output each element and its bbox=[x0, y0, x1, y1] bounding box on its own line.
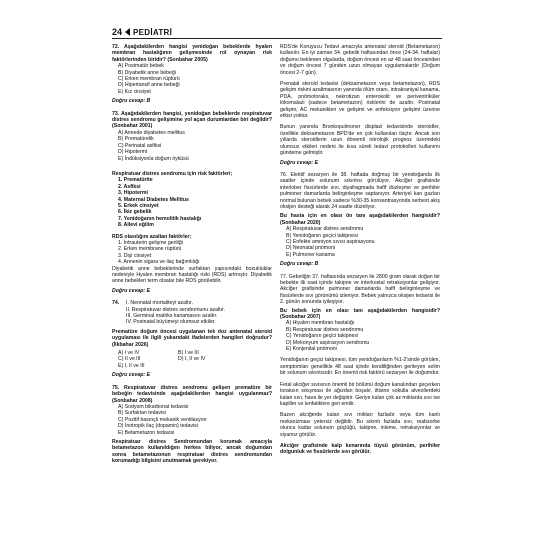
answer-74: Doğru cevap: E bbox=[112, 372, 151, 379]
answer-option: C) II ve III bbox=[118, 356, 141, 363]
rds-risk-list bbox=[112, 177, 272, 228]
list-item: 8. Ailevi eğilim bbox=[118, 222, 154, 229]
question-76-options bbox=[280, 226, 440, 258]
list-item: 4. Maternal Diabetes Mellitus bbox=[118, 196, 189, 203]
answer-option: D) Hipotermi bbox=[118, 149, 148, 156]
question-75-options bbox=[112, 404, 272, 436]
statement-item: IV. Postnatal büyümeyi olumsuz etkiler. bbox=[126, 319, 216, 326]
diabetic-note: Diyabetik anne bebeklerinde surfaktan yapısındaki bozukluklar nedeniyle Hyalen membran hastalığı riski (RDS) artmıştır. Diyabetik anne bebekleri term olsalar bile RDS görülebilir. bbox=[112, 265, 272, 285]
answer-option: C) Enfekte amniyon sıvısı aspirasyonu bbox=[286, 238, 375, 245]
answer-option: A) I ve IV bbox=[118, 350, 140, 357]
answer-option: A) Postmatür bebek bbox=[118, 63, 164, 70]
answer-option: B) I ve III bbox=[178, 350, 199, 357]
answer-option: B) Diyabetik anne bebeği bbox=[118, 69, 176, 76]
answer-option: D) Neonatal pnömoni bbox=[286, 245, 336, 252]
answer-option: C) Erken membran rüptürü bbox=[118, 76, 180, 83]
list-item: 6. İkiz gebelik bbox=[118, 209, 152, 216]
page-number: 24 bbox=[112, 27, 123, 37]
question-73: 73. Aşağıdakilerden hangisi, yenidoğan bebeklerde respiratuvar distres sendromu gelişimine yol açan durumlardan biri değildir? (Sonbahar 2001) bbox=[112, 110, 272, 130]
answer-option: D) İnotropik ilaç (dopamin) tedavisi bbox=[118, 423, 198, 430]
list-item: 5. Erkek cinsiyet bbox=[118, 202, 159, 209]
answer-option: D) I, II ve IV bbox=[178, 356, 206, 363]
answer-option: B) Surfaktan tedavisi bbox=[118, 410, 166, 417]
right-column bbox=[280, 44, 440, 456]
triangle-left-icon bbox=[125, 28, 130, 36]
answer-option: D) Hipertansif anne bebeği bbox=[118, 82, 180, 89]
answer-option: A) Respiratuvar distres sendromu bbox=[286, 226, 364, 233]
question-77-options bbox=[280, 320, 440, 352]
list-item: 1. Prematürite bbox=[118, 177, 153, 184]
answer-option: E) I, II ve III bbox=[118, 362, 145, 369]
list-item: 3. Dişi cinsiyet bbox=[118, 252, 152, 259]
answer-option: A) Hiyalen membran hastalığı bbox=[286, 320, 355, 327]
answer-option: E) Kız cinsiyet bbox=[118, 88, 151, 95]
answer-option: B) Prematürelik bbox=[118, 136, 154, 143]
question-77: 77. Gebeliğin 37. haftasında sezaryen ile 2800 gram olarak doğan bir bebekte ilk saat içinde takipne ve interkostal retraksiyonlar gelişiyor. Akciğer grafisinde pulmoner damarlarda hafif belirginleşme ve fissürlerde sıvı görünümü izleniyor. Bebek yalnızca oksijen tedavisi ile 2. günün sonunda iyileşiyor. bbox=[280, 273, 440, 306]
question-74-number: 74. bbox=[112, 300, 120, 307]
answer-option: D) Mekonyum aspirasyon sendromu bbox=[286, 339, 370, 346]
answer-option: C) Perinatal asfiksi bbox=[118, 142, 162, 149]
list-item: 2. Erken membrane rüptürü bbox=[118, 246, 182, 253]
list-item: 4. Annenin sigara ve ilaç bağımlılığı bbox=[118, 259, 200, 266]
page-header bbox=[112, 27, 172, 37]
question-74-stem: Prematüre doğum öncesi uygulanan tek doz antenatal steroid uygulaması ile ilgili yukarıdaki ifadelerden hangileri doğrudur? (İlkbahar 2026) bbox=[112, 328, 272, 348]
left-column bbox=[112, 44, 272, 465]
answer-option: B) Respiratuvar distres sendromu bbox=[286, 326, 364, 333]
question-72-options bbox=[112, 63, 272, 95]
reabsorption-paragraph: Bazen akciğerde kalan sıvı miktarı fazladır veya tüm kanlı mekanizması yetersiz değildir. Bu sıkıntı fazlada sıvı, reabsorbe olunca kadar solunum güçlüğü, takipne, inleme, retraksiyonlar ve siyanoz görülür. bbox=[280, 412, 440, 438]
answer-75: Doğru cevap: E bbox=[280, 159, 319, 166]
answer-option: A) Annede diyabetes mellitus bbox=[118, 129, 185, 136]
question-77-stem: Bu bebek için en olası tanı aşağıdakilerden hangisidir? (Sonbahar 2007) bbox=[280, 307, 440, 321]
statement-item: I. Neonatal mortaliteyi azaltır. bbox=[126, 300, 193, 307]
answer-option: E) Betametazon tedavisi bbox=[118, 429, 175, 436]
question-76: 76. Elektif sezaryen ile 38. haftada doğmuş bir yenidoğanda ilk saatler içinde solunum sıkıntısı görülüyor. Akciğer grafisinde interlober fissürlerde sıvı, diyafragmada hafif düzleşme ve perihiler pulmoner damarlarda belirginleşme saptanıyor. Arteriyel kan gazları normal bulunan bebek sadece %30-35 konsantrasyonda serbest akış oksijen desteği alarak 24 saatte düzeliyor. bbox=[280, 171, 440, 210]
question-75-explanation: Respiratuar distres Sendromundan korumak amacıyla betametazon kullanıldığını herkes biliyor, ancak doğumdan sonra betametazonun respiratuar distres sendromundan korumadığı bilgisini unutmamak gerekiyor. bbox=[112, 438, 272, 465]
rds-decrease-heading: RDS olasılığını azaltan faktörler; bbox=[112, 233, 192, 240]
question-74 bbox=[112, 300, 272, 326]
question-75: 75. Respiratuvar distres sendromu gelişen prematüre bir bebeğin tedavisinde aşağıdakilerden hangisi uygulanmaz? (Sonbahar 2008) bbox=[112, 384, 272, 404]
list-item: 3. Hipotermi bbox=[118, 190, 148, 197]
answer-option: A) Sodyum bikarbonat tedavisi bbox=[118, 403, 189, 410]
header-divider bbox=[112, 38, 442, 39]
question-76-stem: Bu hasta için en olası ön tanı aşağıdakilerden hangisidir? (Sonbahar 2020) bbox=[280, 213, 440, 226]
list-item: 1. İntrauterin gelişme geriliği bbox=[118, 239, 183, 246]
statement-item: II. Respiratuvar distres sendromunu azaltır. bbox=[126, 306, 225, 313]
statement-item: III. Germinal matriks kanamasını azaltır. bbox=[126, 313, 218, 320]
prenatal-steroid-paragraph: Prenatal steroid tedavisi (deksametazon veya betametazon), RDS gelişim riskini azaltmasının yanında ölüm oranı, intrakraniyal kanama, PDA, pnömotoraks, nekrotizan enterokolit ve periventriküler lökomalazi (sadece betametazon) risklerini de azaltır. Postnatal gelişim, AC mekanikleri ve gelişimi ve enfeksiyon gelişimi üzerine etkisi yoktur. bbox=[280, 81, 440, 120]
bpd-paragraph: Bunun yanında Bronkopulmoner displazi tedavisinde steroidler, özellikle deksametazon BPD'de en çok kullanılan ilaçtır. Ancak son yıllarda steroidlerin uzun dönemli nörolojik prognoz üzerindeki olumsuz etkileri nedeni ile kısa süreli tedavi protokolleri kullanımı gündeme gelmiştir. bbox=[280, 124, 440, 157]
answer-option: C) Pozitif basınçlı mekanik ventilasyon bbox=[118, 416, 207, 423]
answer-72: Doğru cevap: B bbox=[112, 98, 151, 105]
question-72: 72. Aşağıdakilerden hangisi yenidoğan bebeklerde hyalen membran hastalığının gelişmesinde rol oynayan risk faktörlerinden biridir? (Sonbahar 2005) bbox=[112, 44, 272, 63]
steroid-paragraph: RDS'de Koruyucu Tedavi amacıyla antenatal steroid (Betametazon) kullanılır. En iyi zaman 34. gebelik haftasından önce (24-34. haftalar) doğumu beklenen olgularda, doğum öncesi en az 48 saat öncesinden ve doğum öncesi 7 günden uzun olmayan uygulamalardır (Doğum öncesi 2-7 gün). bbox=[280, 44, 440, 76]
ttn-paragraph: Yenidoğanın geçici takipnesi, tüm yenidoğanların %1-2'sinde görülen, semptomları genellikle 48 saat içinde kendiliğinden gerileyen selim bir solunum sıkıntısıdır. En önemli risk faktörü sezaryen ile doğumdur. bbox=[280, 357, 440, 377]
rds-decrease-list bbox=[112, 240, 272, 266]
answer-73: Doğru cevap: E bbox=[112, 287, 151, 294]
rds-risk-heading: Respiratuar distres sendromu için risk faktörleri; bbox=[112, 170, 233, 177]
section-title: PEDİATRİ bbox=[133, 27, 173, 37]
fetal-fluid-paragraph: Fetal akciğer sıvısının önemli bir bölümü doğum kanalından geçerken toraksın sıkışması ile ağızdan boşalır, iltisine sokulla alveollerdeki kalan sıvı, hava ile yer değiştirir. Geriye kalan çok az miktarda sıvı ise kapiller ve lenfatiklere geri emilir. bbox=[280, 381, 440, 407]
answer-option: E) Pulmoner kanama bbox=[286, 251, 335, 258]
question-74-items bbox=[126, 300, 272, 326]
answer-option: E) Konjenital pnömoni bbox=[286, 346, 337, 353]
answer-option: E) İndüksiyonla doğum öyküsü bbox=[118, 155, 189, 162]
question-73-options bbox=[112, 130, 272, 162]
answer-76: Doğru cevap: B bbox=[280, 261, 319, 268]
xray-paragraph: Akciğer grafisinde kalp kenarında tüysü görünüm, perihiler dolgunluk ve fissürlerde sıvı görülür. bbox=[280, 442, 440, 456]
question-74-options bbox=[112, 350, 272, 369]
answer-option: C) Yenidoğanın geçici takipnesi bbox=[286, 333, 359, 340]
list-item: 2. Asfiksi bbox=[118, 183, 141, 190]
list-item: 7. Yenidoğanın hemolitik hastalığı bbox=[118, 215, 202, 222]
answer-option: B) Yenidoğanın geçici takipnesi bbox=[286, 232, 358, 239]
